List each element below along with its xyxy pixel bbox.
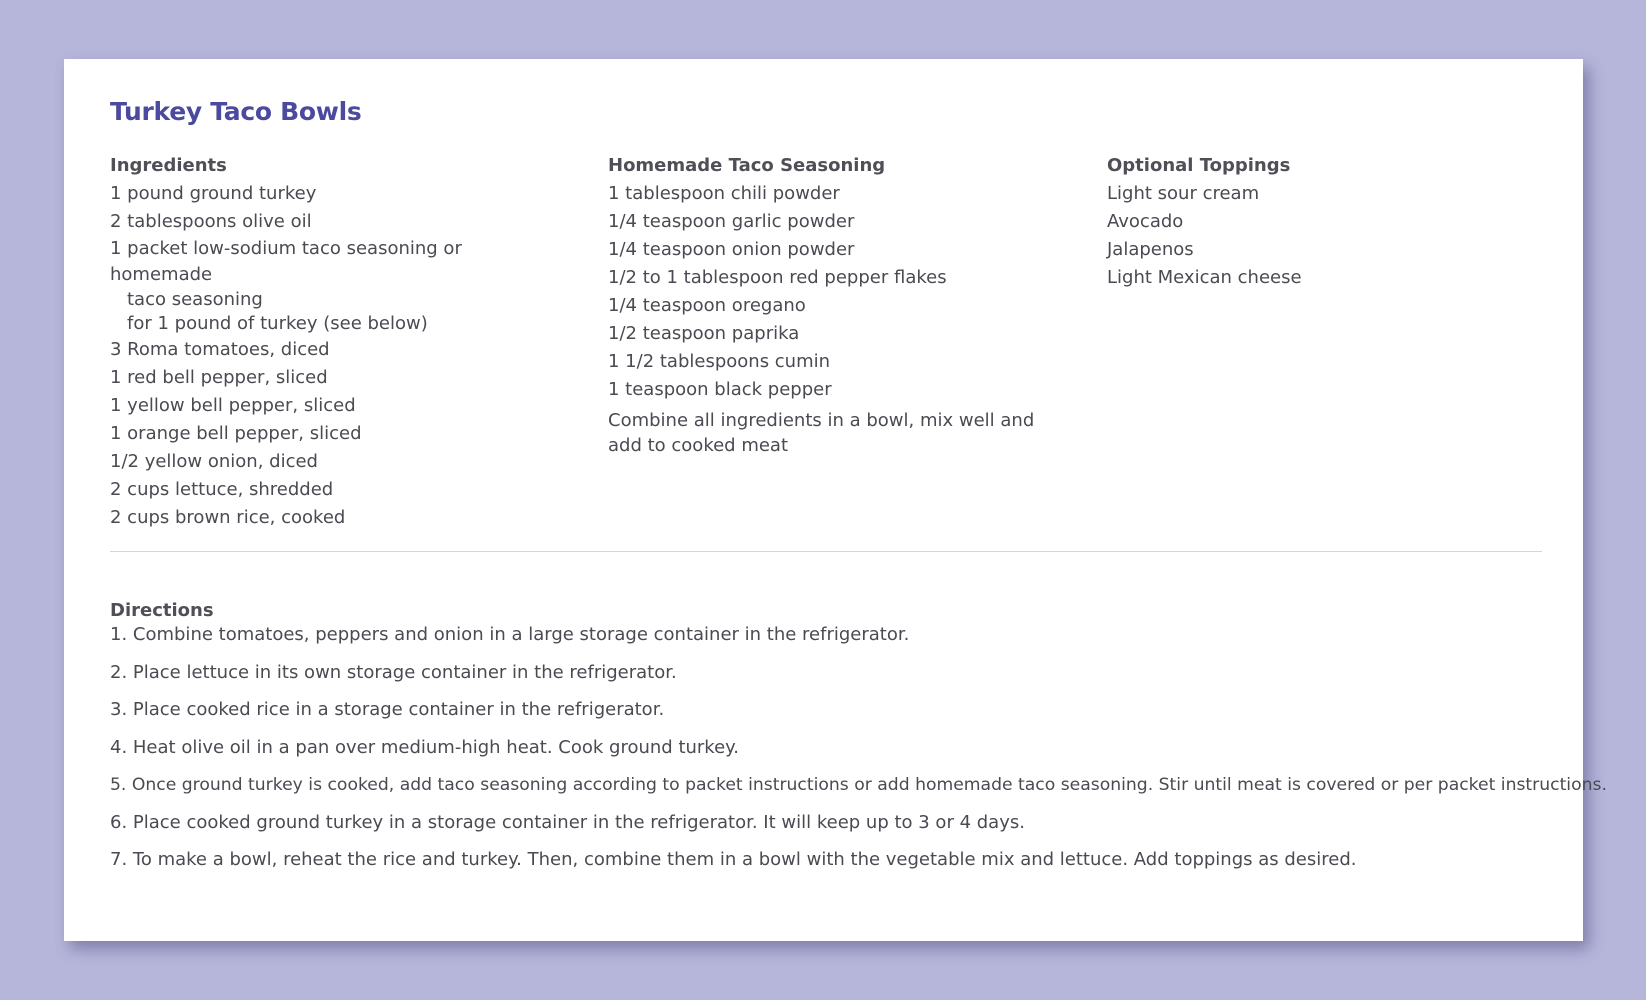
- direction-step: 7. To make a bowl, reheat the rice and turkey. Then, combine them in a bowl with the vegetable mix and lettuce. Add toppings as desired.: [110, 849, 1357, 870]
- ingredient-item: 3 Roma tomatoes, diced: [110, 339, 330, 360]
- direction-step: 4. Heat olive oil in a pan over medium-high heat. Cook ground turkey.: [110, 736, 739, 758]
- seasoning-item: 1/4 teaspoon garlic powder: [608, 211, 855, 232]
- direction-step: 2. Place lettuce in its own storage container in the refrigerator.: [110, 661, 677, 683]
- section-divider: [110, 551, 1542, 552]
- directions-section: [110, 600, 1607, 884]
- topping-item: Jalapenos: [1107, 239, 1194, 260]
- seasoning-heading: Homemade Taco Seasoning: [608, 155, 886, 176]
- toppings-heading: Optional Toppings: [1107, 155, 1291, 176]
- recipe-card: [64, 59, 1607, 941]
- ingredients-heading: Ingredients: [110, 155, 227, 176]
- seasoning-item: 1/2 teaspoon paprika: [608, 323, 800, 344]
- seasoning-item: 1/2 to 1 tablespoon red pepper flakes: [608, 267, 947, 288]
- ingredient-item: 1 red bell pepper, sliced: [110, 367, 328, 388]
- toppings-list: [1107, 180, 1547, 292]
- ingredient-item: [110, 236, 550, 336]
- seasoning-item: 1 tablespoon chili powder: [608, 183, 840, 204]
- ingredients-section: [110, 152, 550, 532]
- ingredient-item: 1 pound ground turkey: [110, 183, 317, 204]
- ingredient-item: 2 tablespoons olive oil: [110, 211, 312, 232]
- direction-step: 6. Place cooked ground turkey in a storage container in the refrigerator. It will keep up to 3 or 4 days.: [110, 811, 1025, 833]
- seasoning-section: [608, 152, 1048, 458]
- topping-item: Light sour cream: [1107, 183, 1260, 204]
- ingredient-line: 1 packet low-sodium taco seasoning or homemade: [110, 238, 462, 285]
- recipe-title: Turkey Taco Bowls: [110, 97, 362, 126]
- direction-step: 1. Combine tomatoes, peppers and onion in a large storage container in the refrigerator.: [110, 624, 910, 645]
- topping-item: Light Mexican cheese: [1107, 267, 1302, 288]
- ingredient-item: 2 cups brown rice, cooked: [110, 507, 346, 528]
- seasoning-item: 1/4 teaspoon onion powder: [608, 239, 855, 260]
- ingredient-item: 1 orange bell pepper, sliced: [110, 423, 362, 444]
- seasoning-item: 1 teaspoon black pepper: [608, 379, 832, 400]
- seasoning-list: [608, 180, 1048, 404]
- ingredient-line: for 1 pound of turkey (see below): [127, 313, 428, 334]
- directions-list: [110, 621, 1607, 874]
- ingredient-item: 1 yellow bell pepper, sliced: [110, 395, 356, 416]
- direction-step: 5. Once ground turkey is cooked, add taco seasoning according to packet instructions or add homemade taco seasoning. Stir until meat is covered or per packet instructions.: [110, 775, 1607, 795]
- seasoning-note: Combine all ingredients in a bowl, mix well and add to cooked meat: [608, 410, 1035, 456]
- ingredient-item: 1/2 yellow onion, diced: [110, 451, 318, 472]
- ingredients-list: [110, 180, 550, 532]
- ingredient-item: 2 cups lettuce, shredded: [110, 479, 334, 500]
- seasoning-item: 1 1/2 tablespoons cumin: [608, 351, 831, 372]
- ingredient-line: taco seasoning: [127, 289, 263, 310]
- direction-step: 3. Place cooked rice in a storage container in the refrigerator.: [110, 699, 665, 720]
- seasoning-item: 1/4 teaspoon oregano: [608, 295, 806, 316]
- topping-item: Avocado: [1107, 211, 1184, 232]
- toppings-section: [1107, 152, 1547, 292]
- directions-heading: Directions: [110, 600, 214, 621]
